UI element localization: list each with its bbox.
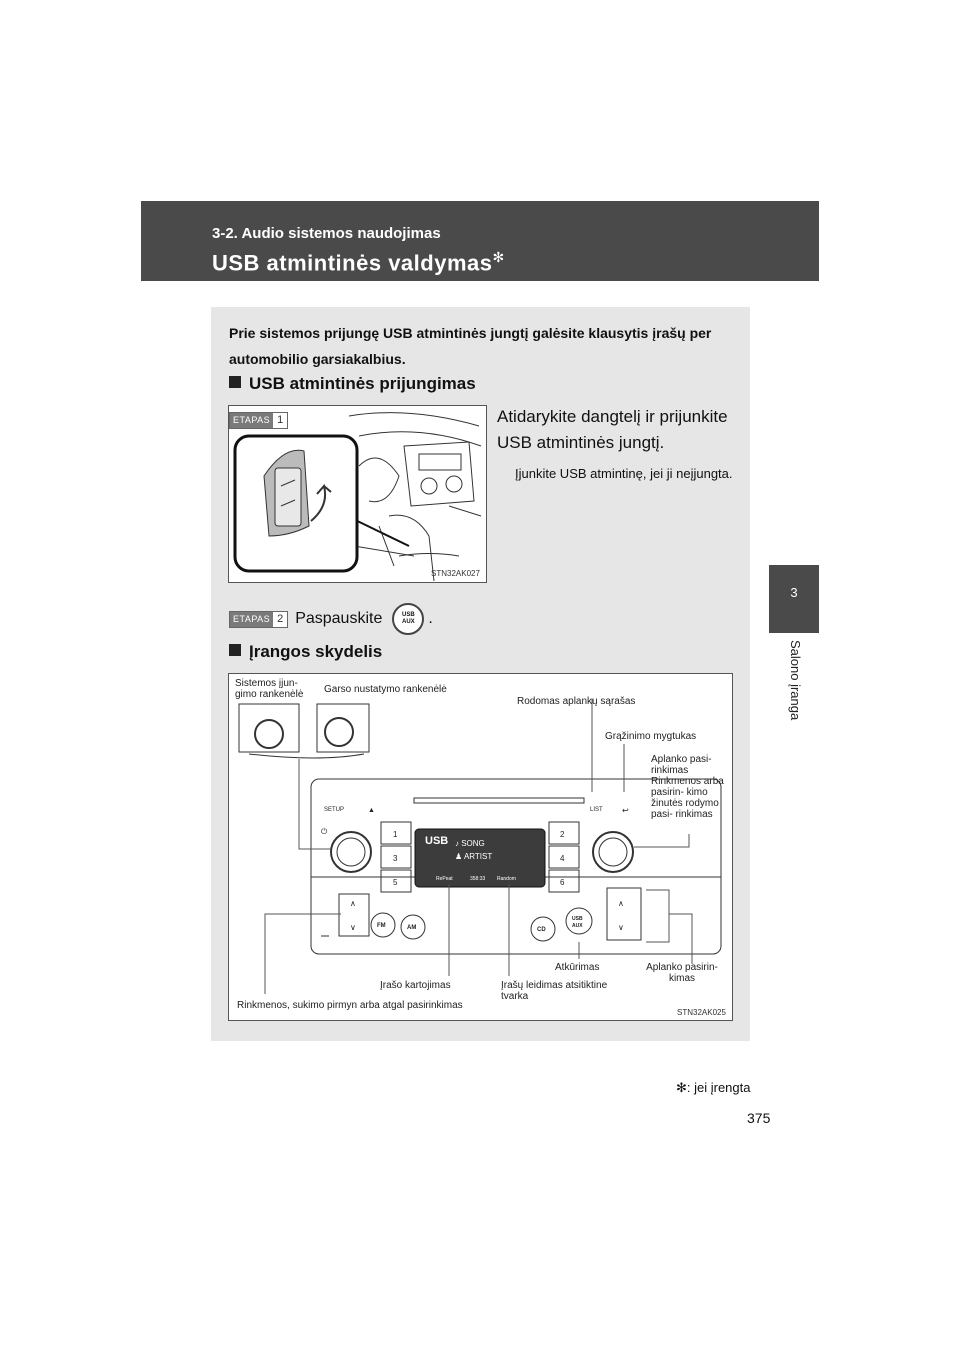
section-heading-connect bbox=[229, 374, 476, 394]
am-button: AM bbox=[407, 925, 417, 931]
preset-6: 6 bbox=[560, 878, 565, 887]
section-heading-text: USB atmintinės prijungimas bbox=[249, 374, 476, 393]
label-folder-menu: Aplanko pasi- rinkimas Rinkmenos arba pasirin- kimo žinutės rodymo pasi- rinkimas bbox=[651, 754, 724, 820]
back-button: ↩ bbox=[622, 806, 629, 815]
label-back: Grąžinimo mygtukas bbox=[605, 731, 697, 742]
power-icon: ⏻ bbox=[321, 827, 328, 836]
seek-down-button: ∨ bbox=[350, 923, 356, 932]
chapter-label: Salono įranga bbox=[788, 640, 803, 721]
usb-label: USB bbox=[402, 612, 415, 618]
step2-suffix: . bbox=[428, 610, 433, 627]
folder-up-button: ∧ bbox=[618, 899, 624, 908]
display-artist: ♟ ARTIST bbox=[455, 852, 493, 861]
step1-text: Atidarykite dangtelį ir prijunkite USB atmintinės jungtį. bbox=[497, 407, 728, 452]
eject-button: ▲ bbox=[368, 807, 375, 814]
intro-text: Prie sistemos prijungę USB atmintinės jungtį galėsite klausytis įrašų per automobilio garsiakalbius. bbox=[229, 325, 712, 367]
optional-mark: ✻ bbox=[492, 249, 505, 265]
label-repeat: Įrašo kartojimas bbox=[380, 980, 451, 991]
fm-button: FM bbox=[377, 923, 386, 929]
section-heading-panel bbox=[229, 642, 382, 662]
setup-button: SETUP bbox=[324, 807, 345, 813]
footnote: ✻: jei įrengta bbox=[676, 1080, 751, 1095]
step1-note: Įjunkite USB atmintinę, jei ji neįjungta. bbox=[515, 466, 733, 481]
step-badge-number: 2 bbox=[273, 612, 287, 627]
label-sound-knob: Garso nustatymo rankenėlė bbox=[324, 684, 447, 695]
dashboard-drawing bbox=[229, 406, 486, 582]
usb-port-illustration bbox=[228, 405, 487, 583]
cd-button: CD bbox=[537, 927, 546, 933]
step2-line bbox=[229, 603, 433, 635]
display-random: Random bbox=[497, 876, 516, 882]
square-bullet-icon bbox=[229, 376, 241, 388]
preset-2: 2 bbox=[560, 830, 565, 839]
section-heading-text: Įrangos skydelis bbox=[249, 642, 383, 661]
section-label: 3-2. Audio sistemos naudojimas bbox=[212, 225, 441, 242]
label-random: Įrašų leidimas atsitiktine tvarka bbox=[501, 980, 608, 1002]
usb-aux-button-icon bbox=[392, 603, 424, 635]
page-number: 375 bbox=[747, 1110, 771, 1126]
label-power-knob: Sistemos įjun- gimo rankenėlė bbox=[235, 678, 304, 700]
folder-down-button: ∨ bbox=[618, 923, 624, 932]
seek-up-button: ∧ bbox=[350, 899, 356, 908]
display-repeat: RePeat bbox=[436, 876, 453, 882]
usb-panel-button: USB bbox=[572, 916, 583, 922]
display-song: ♪ SONG bbox=[455, 839, 485, 848]
figure-code: STN32AK025 bbox=[677, 1008, 726, 1017]
step2-badge bbox=[229, 611, 288, 628]
chapter-number: 3 bbox=[790, 585, 798, 600]
label-folder-select: Aplanko pasirin- kimas bbox=[646, 962, 718, 984]
preset-5: 5 bbox=[393, 878, 398, 887]
preset-4: 4 bbox=[560, 854, 565, 863]
step-badge-label: ETAPAS bbox=[230, 612, 273, 627]
display-source: USB bbox=[425, 835, 449, 847]
figure-code: STN32AK027 bbox=[431, 569, 480, 578]
step-badge-number: 1 bbox=[273, 413, 287, 428]
step2-text: Paspauskite bbox=[295, 610, 383, 627]
label-seek: Rinkmenos, sukimo pirmyn arba atgal pasirinkimas bbox=[237, 1000, 463, 1011]
step-badge-label: ETAPAS bbox=[230, 413, 273, 428]
preset-1: 1 bbox=[393, 830, 398, 839]
page-title bbox=[212, 249, 505, 276]
preset-3: 3 bbox=[393, 854, 398, 863]
display-time: 358:33 bbox=[470, 876, 486, 882]
aux-label: AUX bbox=[402, 619, 415, 625]
step1-badge bbox=[229, 410, 288, 429]
square-bullet-icon bbox=[229, 644, 241, 656]
control-panel-illustration bbox=[228, 673, 733, 1021]
page-title-text: USB atmintinės valdymas bbox=[212, 250, 493, 276]
list-button: LIST bbox=[590, 807, 603, 813]
label-list: Rodomas aplankų sąrašas bbox=[517, 696, 636, 707]
label-playback: Atkūrimas bbox=[555, 962, 600, 973]
aux-panel-label: AUX bbox=[572, 923, 583, 929]
